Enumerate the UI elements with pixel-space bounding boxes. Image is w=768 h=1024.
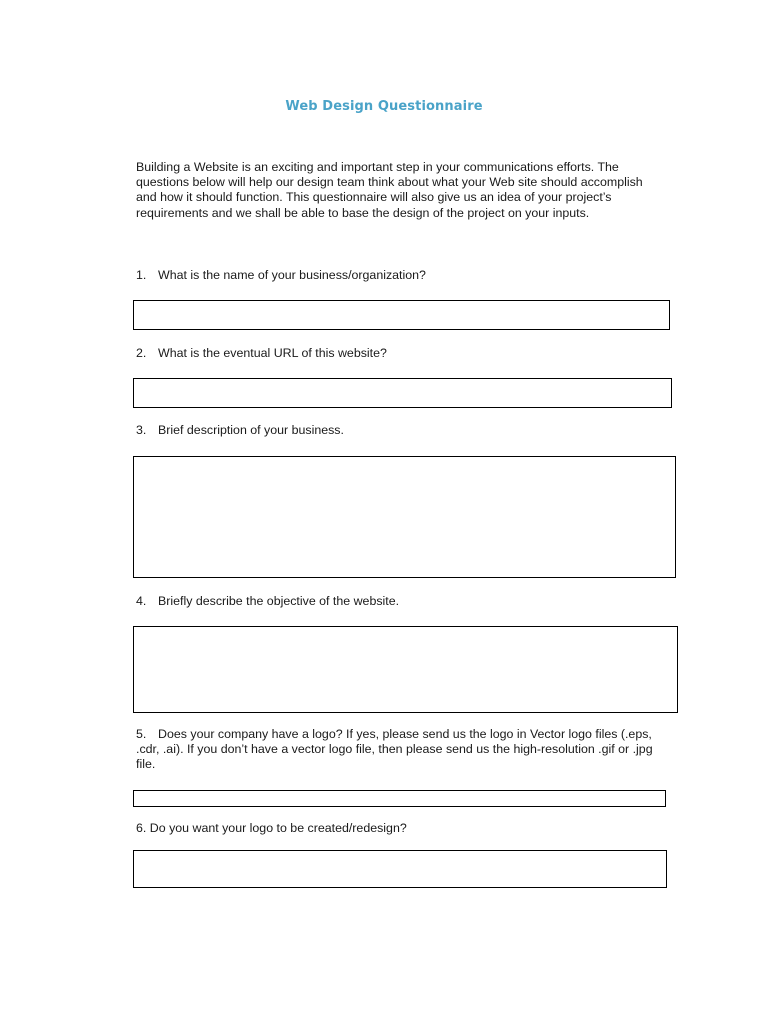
question-2-text: What is the eventual URL of this website? xyxy=(158,346,387,360)
answer-box-business-name[interactable] xyxy=(133,300,670,330)
question-2 xyxy=(136,346,387,361)
question-6-number: 6. xyxy=(136,821,147,835)
question-5-number: 5. xyxy=(136,727,147,741)
question-4 xyxy=(136,594,399,609)
question-4-number: 4. xyxy=(136,594,147,608)
question-1 xyxy=(136,268,426,283)
document-title: Web Design Questionnaire xyxy=(285,99,483,114)
answer-box-website-objective[interactable] xyxy=(133,626,678,713)
question-5-text: Does your company have a logo? If yes, please send us the logo in Vector logo files (.eps, .cdr, .ai). If you don’t have a vector logo file, then please send us the high-resolution .gif or .jpg file. xyxy=(136,727,653,772)
question-3-number: 3. xyxy=(136,423,147,437)
question-1-text: What is the name of your business/organization? xyxy=(158,268,426,282)
answer-box-business-description[interactable] xyxy=(133,456,676,578)
question-1-number: 1. xyxy=(136,268,147,282)
question-3 xyxy=(136,423,344,438)
intro-paragraph: Building a Website is an exciting and important step in your communications efforts. The questions below will help our design team think about what your Web site should accomplish and how it should function. This questionnaire will also give us an idea of your project’s requirements and we shall be able to base the design of the project on your inputs. xyxy=(136,160,643,220)
question-4-text: Briefly describe the objective of the website. xyxy=(158,594,400,608)
question-6-text: Do you want your logo to be created/redesign? xyxy=(149,821,407,835)
question-3-text: Brief description of your business. xyxy=(158,423,344,437)
answer-box-logo-files[interactable] xyxy=(133,790,666,807)
question-6 xyxy=(136,821,407,836)
question-5 xyxy=(136,727,661,773)
answer-box-logo-redesign[interactable] xyxy=(133,850,667,888)
question-2-number: 2. xyxy=(136,346,147,360)
answer-box-website-url[interactable] xyxy=(133,378,672,408)
